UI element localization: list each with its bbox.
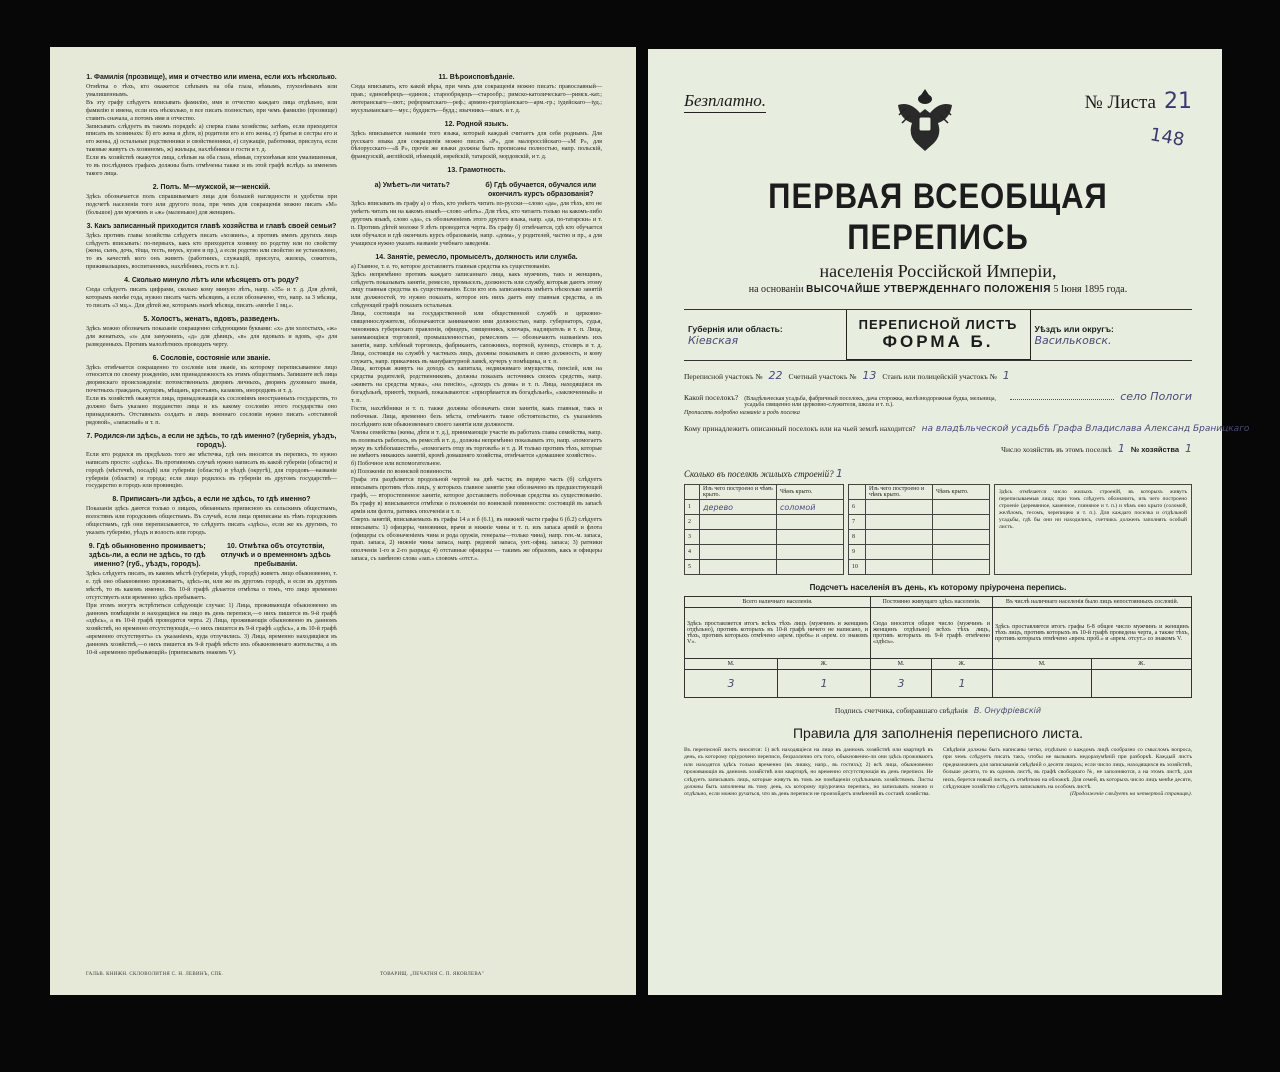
section-heading: 7. Родился-ли здѣсь, а если не здѣсь, то гдѣ именно? (губернія, уѣздъ, городъ).: [86, 432, 337, 449]
building-roof: [933, 530, 990, 545]
section-heading: 6. Сословіе, состояніе или званіе.: [152, 354, 271, 362]
building-row: [685, 545, 844, 560]
instruction-paragraph: Члены семейства (жены, дѣти и т. д.), принимающіе участіе въ работахъ главы семейства, напр. въ полевыхъ работахъ, въ ремеслѣ и т. д., должны непремѣнно показывать это, напр. «помогаетъ мужу въ хлѣбопашествѣ», «помогаетъ отцу въ торговлѣ» и т. д. И только противъ тѣхъ, которые не имѣютъ никакихъ занятій, кромѣ домашняго хозяйства, отмѣчается «домашнее хозяйство».: [351, 429, 602, 460]
building-material: [700, 545, 777, 560]
building-row: [685, 500, 844, 515]
instruction-paragraph: Гости, нахлѣбники и т. п. также должны обозначать свои занятія, какъ главныя, такъ и побочныя. Лица, временно безъ мѣста, отмѣчаютъ такое обстоятельство, съ указаніемъ послѣдняго или обыкновеннаго своего занятія или должности.: [351, 406, 602, 428]
instructions-column-2: [351, 69, 602, 919]
printer-imprint-right: ТОВАРИЩ. „ПЕЧАТНЯ С. П. ЯКОВЛЕВА": [380, 972, 484, 977]
resident-men-value: 3: [870, 670, 931, 698]
building-row-number: 4: [685, 545, 700, 560]
settlement-value: село Пологи: [1120, 390, 1192, 403]
buildings-note: Здѣсь отмѣчается число жилыхъ строеній, въ которыхъ живутъ переписываемыя лица; при томъ слѣдуетъ обозначить, изъ чего построено строеніе (деревянное, каменное, глиняное и т. п.) и чѣмъ оно крыто (соломой, желѣзомъ, тесомъ, черепицею и т. п.). Для каждаго поселка и отдѣльной усадьбы, гдѣ бы они ни находились, счетчикъ долженъ заполнять особый листъ.: [994, 484, 1192, 575]
rules-continued-note: (Продолженіе слѣдуетъ на четвертой страницѣ).: [1069, 791, 1192, 798]
buildings-table-left: Изъ чего построено и чѣмъ крыто. Чѣмъ крыто. 1 дерево соломой 2 3 4 5: [684, 484, 844, 575]
paired-headings: [351, 177, 602, 201]
right-page-census-form: [648, 49, 1250, 995]
form-title: ПЕРЕПИСНОЙ ЛИСТЪ: [858, 317, 1018, 332]
building-material: [866, 545, 933, 560]
present-men-value: 3: [685, 670, 778, 698]
building-row: [685, 530, 844, 545]
instruction-paragraph: Если кто родился въ предѣлахъ того же мѣстечка, гдѣ онъ вносится въ перепись, то нужно написать просто: «здѣсь». Въ противномъ случаѣ нужно написать въ какой губерніи (области) и городѣ (мѣстечкѣ, посадѣ) или губерніи (области) и уѣздѣ (округѣ), для городовъ—названіе губерніи (области) и города; если лицо родилось въ губерніи въ другомъ государствѣ—государство и городъ или провинцію.: [86, 451, 337, 490]
building-roof: [777, 530, 844, 545]
resident-women-value: 1: [931, 670, 992, 698]
instructions-column-1: [86, 69, 337, 919]
building-roof: [777, 545, 844, 560]
census-basis: на основаніи ВЫСОЧАЙШЕ УТВЕРЖДЕННАГО ПОЛОЖЕНІЯ 5 Іюня 1895 года.: [748, 284, 1128, 295]
section-numbers-row: Переписной участокъ № 22 Счетный участокъ № 13 Станъ или полицейскій участокъ № 1: [684, 369, 1010, 382]
population-count-table: Всего наличнаго населенія. Постоянно живущаго здѣсь населенія. Въ числѣ наличнаго населенія было лицъ непостоянныхъ сословій. Здѣсь проставляется итогъ всѣхъ тѣхъ лицъ (мужчинъ и женщинъ отдѣльно), противъ которыхъ въ 10-й графѣ ничего не написано, и тѣхъ, противъ которыхъ отмѣчено «врем. пребъ» и «врем. со знакомъ V». Сюда вносится общее число (мужчинъ и женщинъ отдѣльно) всѣхъ тѣхъ лицъ, противъ которыхъ въ 9-й графѣ отмѣчено «здѣсь». Здѣсь проставляется итогъ графы 6-8 общее число мужчинъ и женщинъ тѣхъ лицъ, противъ которыхъ въ 10-й графѣ проведена черта, а также тѣхъ, противъ которыхъ отмѣчено «врем. проб.» и «врем. отсут.» со знакомъ V. М. Ж. М. Ж. М. Ж. 3 1 3 1: [684, 596, 1192, 698]
settlement-row: Какой поселокъ? (Владѣльческая усадьба, фабричный поселокъ, дача сторожка, желѣзнодорожная будка, мельница, усадьба священно или церковно-служителя, школа и т. п.). село Пологи: [684, 390, 1192, 408]
census-subtitle: населенія Россійской Имперіи,: [819, 261, 1057, 281]
population-count-title: Подсчетъ населенія въ день, къ которому пріурочена перепись.: [809, 583, 1067, 592]
instruction-paragraph: Здѣсь отмѣчается сокращенно то сословіе или званіе, къ которому переписываемое лицо относится по своему рожденію, или принадлежность къ этимъ обществамъ. Запишите всѣ лица дворянскаго происхожденія: потомственныхъ дворянъ личныхъ, дворянъ духовнаго званія, почетныхъ гражданъ, купцовъ, мѣщанъ, крестьянъ, казаковъ, инородцевъ и т. д.: [86, 364, 337, 395]
province-label: Губернія или область:: [688, 323, 783, 334]
province-value: Кіевская: [688, 333, 739, 347]
building-roof: соломой: [777, 500, 844, 515]
form-type-box: [846, 310, 1031, 360]
section-heading: 13. Грамотность.: [447, 167, 506, 175]
instruction-paragraph: а) Главное, т. е. то, которое доставляетъ главныя средства къ существованію.: [351, 263, 551, 270]
building-row-number: 5: [685, 560, 700, 575]
count-section-value: 13: [862, 369, 877, 382]
building-material: [866, 515, 933, 530]
households-row: Число хозяйствъ въ этомъ поселкѣ 1 № хозяйства 1: [1001, 442, 1192, 455]
instruction-paragraph: Отмѣтка о тѣхъ, кто окажется: слѣпымъ на оба глаза, нѣмымъ, глухонѣмымъ или умалишеннымъ.: [86, 84, 337, 98]
building-material: дерево: [700, 500, 777, 515]
instruction-paragraph: Лица, которыя живутъ на доходъ съ капитала, недвижимаго имущества, пенсіей, или на средства родителей, родственниковъ, должны показать источникъ своихъ средствъ, напр. «живетъ на средства мужа», «на пенсію», «доходъ съ дома» и т. п. Лица, находящіяся въ богадѣльнѣ, приютѣ, тюрьмѣ, показываются: «призрѣвается въ богадѣльнѣ», «заключенный» и т. п.: [351, 366, 602, 405]
section-heading: 10. Отмѣтка объ отсутствіи, отлучкѣ и о временномъ здѣсь пребываніи.: [220, 542, 331, 568]
building-row: [685, 515, 844, 530]
building-roof: [933, 560, 990, 575]
form-letter: ФОРМА Б.: [882, 332, 994, 351]
district-value: Васильковск.: [1034, 333, 1112, 347]
building-material: [700, 560, 777, 575]
building-roof: [933, 515, 990, 530]
handwritten-archive-number: 148: [1148, 124, 1186, 151]
owner-row: Кому принадлежитъ описанный поселокъ или на чьей землѣ находится? на владѣльческой усадьбѣ Графа Владислава Александ Браницкаго: [684, 424, 1250, 434]
present-women-value: 1: [777, 670, 870, 698]
free-label: Безплатно.: [684, 91, 766, 113]
instruction-paragraph: Здѣсь обозначается полъ спрашиваемаго лица для большей наглядности и удобства при подсчетѣ населенія того или другого пола, при чемъ для сокращенія можно писать «М» (большое) для мужчинъ и «ж» (маленькое) для женщинъ.: [86, 193, 337, 216]
section-heading: 4. Сколько минуло лѣтъ или мѣсяцевъ отъ роду?: [124, 277, 299, 285]
instruction-paragraph: Въ эту графу слѣдуетъ вписывать фамилію, имя и отчество каждаго лица отдѣльно, или фамилію в имена, если ихъ нѣсколько, в все писать полностью, при чемъ фамилію (прозвище) ставить сначала, а потомъ имя и отчество.: [86, 99, 337, 122]
instruction-paragraph: Показанія здѣсь даются только о лицахъ, обязанныхъ приписною къ сельскимъ обществамъ, волостямъ или городскимъ обществамъ. Въ случаѣ, если лица приписаны къ тѣмъ городскимъ обществамъ, гдѣ они переписываются, то слѣдуетъ писать «здѣсь», если же къ другимъ, то указать губернію, уѣздъ и волость или городъ.: [86, 506, 337, 537]
building-roof: [777, 560, 844, 575]
sheet-number-label: № Листа: [1084, 92, 1156, 113]
rules-title: Правила для заполненія переписного листа.: [792, 725, 1084, 741]
household-number-value: 1: [1185, 442, 1192, 455]
households-value: 1: [1117, 442, 1125, 455]
section-heading: 5. Холостъ, женатъ, вдовъ, разведенъ.: [143, 315, 280, 323]
building-row: [849, 500, 990, 515]
section-heading: б) Гдѣ обучается, обучался или окончилъ курсъ образованія?: [485, 182, 597, 199]
section-heading: а) Умѣетъ-ли читать?: [374, 182, 450, 190]
building-row: [849, 560, 990, 575]
buildings-section: [684, 484, 1192, 575]
sheet-number-handwritten: 21: [1164, 89, 1192, 114]
instruction-paragraph: При этомъ могутъ встрѣтиться слѣдующіе случаи: 1) Лица, проживающія обыкновенно въ данномъ помѣщеніи и находящіяся на лицо въ день переписи,—о нихъ пишется въ 9-й графѣ «здѣсь», а въ 10-й графѣ проводится черта. 2) Лица, проживающія обыкновенно въ данномъ хозяйствѣ, но временно отсутствующія,—о нихъ пишется въ 9-й графѣ «здѣсь», а въ 10-й графѣ «временно отсутствуетъ» съ указаніемъ, куда отлучились. 3) Лица, временно находящіяся въ данномъ хозяйствѣ,—о нихъ пишется въ 9-й графѣ мѣсто ихъ обыкновеннаго жительства, а въ 10-й «временно пребывающій» (приписывать знакомъ V).: [86, 602, 337, 657]
instruction-paragraph: б) Побочное или вспомогательное.: [351, 461, 442, 468]
instruction-paragraph: Здѣсь вписывать въ графу а) о тѣхъ, кто умѣетъ читать по-русски—слово «да», для тѣхъ, кто не умѣетъ читать ни на какомъ языкѣ—слово «нѣтъ». Для тѣхъ, кто читаетъ только на какомъ-либо другомъ языкѣ, слово «да», съ обозначеніемъ этого другого языка, напр. «да, по-татарски» и т. п. Противъ дѣтей моложе 9 лѣтъ проводится черта. Въ графу б) отмѣчается, гдѣ кто обучается или обучался и гдѣ окончилъ курсъ образованія, напр. «дома», у родителей, частно и пр., а для учащихся нужно указать названіе учебнаго заведенія.: [351, 201, 602, 247]
building-roof: [933, 500, 990, 515]
building-row: [849, 515, 990, 530]
building-material: [700, 515, 777, 530]
building-row-number: 9: [849, 545, 866, 560]
printer-imprint-left: ГАЛЬВ. КНИЖН. СКЛОВОЛИТНЯ С. Н. ЛЕВИНЪ, СПБ.: [86, 972, 224, 977]
buildings-table-right: Изъ чего построено и чѣмъ крыто. Чѣмъ крыто. 6 7 8 9 10: [848, 484, 990, 575]
instruction-paragraph: Если въ хозяйствѣ окажутся лица, принадлежащія къ сословіямъ иностранныхъ государствъ, то должно быть указано подданство лица и къ какому сословію этого государства оно принадлежитъ. Отставныхъ солдатъ и лицъ военнаго сословія нужно писать «отставной рядовой», «запасный» и т. п.: [86, 396, 337, 426]
section-heading: 1. Фамилія (прозвище), имя и отчество или имена, если ихъ нѣсколько.: [86, 74, 337, 81]
imperial-eagle-emblem-icon: [890, 83, 960, 157]
signature-value: В. Онуфріевскій: [973, 706, 1042, 715]
building-material: [866, 500, 933, 515]
instruction-paragraph: Здѣсь вписывается названіе того языка, который каждый считаетъ для себя роднымъ. Для русскаго языка для сокращенія можно писать «Р», для малороссійскаго—«М Р», для бѣлорусскаго—«Б Р», прочіе же языки должны быть прописаны полностью, напр. польскій, французскій, англійскій, нѣмецкій, еврейскій, татарскій, мордовскій, и т. д.: [351, 130, 602, 161]
district-label: Уѣздъ или округъ:: [1034, 323, 1114, 334]
census-title: ПЕРВАЯ ВСЕОБЩАЯ ПЕРЕПИСЬ: [768, 175, 1108, 258]
rules-body: [684, 747, 1192, 799]
building-material: [866, 530, 933, 545]
left-page-instructions: [50, 47, 636, 995]
section-heading: 12. Родной языкъ.: [444, 120, 509, 128]
rules-left-text: Въ переписной листъ вносятся: 1) всѣ находящіеся на лицо въ данномъ хозяйствѣ или квартирѣ въ день, къ которому пріурочено переписи, безразлично отъ того, обыкновенно-ли они здѣсь проживаютъ или находятся здѣсь только временно (въ лишку, напр., въ гостяхъ); 2) всѣ лица, обыкновенно проживающія въ данномъ хозяйствѣ или квартирѣ, но временно отсутствующія въ день переписи. Не слѣдуетъ записывать лицъ, которые живутъ въ томъ же помѣщеніи отдѣльнымъ хозяйствомъ. Листы должны быть заполнены въ тому день, къ которому пріурочена перепись, но записывать можно и отдѣльно, если можно ручаться, что въ день переписи не произойдетъ измѣненій въ составѣ хозяйства.: [684, 747, 933, 798]
section-heading: 2. Полъ. М—мужской, ж—женскій.: [152, 183, 271, 191]
instruction-paragraph: Здѣсь можно обозначать показаніе сокращенно слѣдующими буквами: «х» для холостыхъ, «ж» для женатыхъ, «з» для замужнихъ, «д» для дѣвицъ, «в» для вдовыхъ и вдовъ, «р» для разведенныхъ. Противъ малолѣтнихъ проводить черту.: [86, 325, 337, 348]
instruction-paragraph: Сюда слѣдуетъ писать цифрами, сколько кому минуло лѣтъ, напр. «35» и т. д. Для дѣтей, которымъ менѣе года, нужно писать часть мѣсяцевъ, а если обозначено, что, напр. за 3 мѣсяца, то писать «3 мц.». Для дѣтей же, которымъ нынѣ мѣсяца, писать «менѣе 1 мц.».: [86, 287, 337, 309]
section-heading: 8. Приписанъ-ли здѣсь, а если не здѣсь, то гдѣ именно?: [112, 496, 311, 504]
instruction-paragraph: Здѣсь слѣдуетъ писать, въ какомъ мѣстѣ (губерніи, уѣздѣ, городѣ) живетъ лицо обыкновенно, т. е. гдѣ оно обыкновенно проживаетъ, здѣсь-ли, или же въ другомъ городѣ, и если въ другомъ мѣстѣ, то въ какомъ именно. Въ 10-й графѣ дѣлается отмѣтка о томъ, что лицо временно отсутствуетъ или временно здѣсь пребываетъ.: [86, 570, 337, 601]
building-roof: [777, 515, 844, 530]
building-row-number: 2: [685, 515, 700, 530]
building-material: [866, 560, 933, 575]
instruction-paragraph: Лица, состоящія на государственной или общественной службѣ и церковно-священнослужители, обозначаются занимаемою ими должностью, напр. губернаторъ, судья, чиновникъ губернскаго правленія, офицеръ, священникъ, ключарь, надзиратель и т. п. Лица, занимающіяся торговлей, промышленностью, ремесломъ — обозначаютъ названіемъ ихъ занятія, напр. хлѣбный торговецъ, фабрикантъ, сапожникъ, портной, кузнецъ, столяръ и т. д. Лица, состоящія на службѣ у частныхъ лицъ, должны показывать и свою должность, и кому служатъ, напр. приказчикъ въ мануфактурной лавкѣ, кучеръ у помѣщика, и т. п.: [351, 311, 602, 365]
paired-headings: [86, 538, 337, 571]
census-section-value: 22: [768, 369, 783, 382]
instruction-paragraph: Записывать слѣдуетъ въ такомъ порядкѣ: а) сперва глава хозяйства; затѣмъ, если приходится вписать въ хозяинахъ: б) его жена и дѣти, в) родители его и его жены, г) братья и сестры его и его жены, д) остальные родственники и свойственники, е) служащіе, работники, прислуга, если таковые живутъ съ хозяиномъ, ж) жильцы, нахлѣбники и гости и т. д.: [86, 123, 337, 154]
buildings-heading: Сколько въ поселкѣ жилыхъ строеній? 1: [684, 467, 843, 480]
building-row: [849, 545, 990, 560]
rules-right-text: Свѣдѣнія должны быть написаны четко, отдѣльно о каждомъ лицѣ сообразно со смысломъ вопроса, при чемъ слѣдуетъ писать такъ, чтобы не вызывать недоразумѣній при разборкѣ. Каждый листъ предназначенъ для записыванія свѣдѣній о десяти лицахъ; если число лицъ, находящихся въ хозяйствѣ, больше десяти, то въ одномъ листѣ, въ графѣ свободнаго №, не заполняются, а на этомъ листѣ, для нихъ, берется новый листъ, съ отмѣткою на обложкѣ. Для семей, въ которыхъ число лицъ менѣе десяти, слѣдующее хозяйство слѣдуетъ записывать на особомъ листѣ.: [943, 747, 1192, 791]
instruction-paragraph: Здѣсь противъ главы хозяйства слѣдуетъ писать «хозяинъ», а противъ именъ другихъ лицъ слѣдуетъ вписывать: по-первыхъ, какъ кто приходится хозяину по родству или по свойству (жена, сынъ, дочь, тёща, тесть, внукъ, кузен и пр.), а если родство или свойство не установлено, то въ качествѣ кого онъ живетъ (работникъ, служащій, прислуга, жилецъ, сожитель, приживальщикъ, воспитанникъ, нахлѣбникъ, гость и т. п.).: [86, 232, 337, 271]
building-row-number: 6: [849, 500, 866, 515]
building-row: [685, 560, 844, 575]
building-roof: [933, 545, 990, 560]
instruction-paragraph: Сюда вписывать, кто какой вѣры, при чемъ для сокращенія можно писать: православный—прав.; единовѣрецъ—единов.; старообрядецъ—старообр.; римско-католическаго—римск.-кат.; лютеранскаго—лют.; реформатскаго—реф.; армяно-григоріанскаго—арм.-гр.; іудейскаго—іуд.; мусульманскаго—мус.; буддистъ—будд.; язычникъ—языч. и т. д.: [351, 84, 602, 114]
instruction-paragraph: Сверхъ занятій, вписываемыхъ въ графы 14 а и б (6.1), въ нижней части графы 6 (б.2) слѣдуетъ вписывать: 1) офицеры, чиновники, врачи и нижніе чины и т. п. изъ запаса армій и флота (офицеры съ обозначеніемъ чина и рода оружія, генералы—только чина), напр. ген.-м. запаса, прап. запаса, 2) нижніе чины запаса, напр. рядовой запаса, унт.-офиц. запаса; 3) ратники ополченія 1-го и 2-го разряда; 4) отставные офицеры — такимъ же образомъ, какъ и офицеры запаса, съ замѣною слова «зап.» словомъ «отст.».: [351, 516, 602, 563]
instruction-paragraph: в) Положеніе по воинской повинности.: [351, 469, 453, 476]
buildings-value: 1: [835, 467, 843, 480]
instruction-paragraph: Здѣсь непремѣнно противъ каждаго записаннаго лица, какъ мужчинъ, такъ и женщинъ, слѣдуетъ показывать занятіе, ремесло, промыселъ, должность или службу, которыя даютъ этому лицу главныя средства къ существованію. Если кто изъ записанныхъ имѣетъ нѣсколько занятій или должностей, то нужно показать, которое изъ нихъ даетъ ему главныя средства, а въ слѣдующей графѣ показать остальныя.: [351, 271, 602, 310]
building-row: [849, 530, 990, 545]
stan-value: 1: [1002, 369, 1010, 382]
section-heading: 14. Занятіе, ремесло, промыселъ, должность или служба.: [375, 253, 578, 261]
instruction-paragraph: Графа эта раздѣляется продольной чертой на двѣ части; въ первую часть (б) слѣдуетъ вписывать противъ тѣхъ лицъ, у которыхъ главное занятіе уже обозначено въ предшествующей графѣ, — второстепенное занятіе, которое доставляетъ побочныя средства къ существованію. Въ графу в) вписываются отмѣтки о положеніи по воинской повинности: состоящій въ запасѣ арміи или флота, ратникъ ополченія и т. п.: [351, 477, 602, 515]
owner-value: на владѣльческой усадьбѣ Графа Владислава Александ Браницкаго: [921, 424, 1250, 434]
settlement-hint2-row: Прописать подробно названіе и родъ поселка: [684, 410, 800, 416]
building-row-number: 3: [685, 530, 700, 545]
building-row-number: 1: [685, 500, 700, 515]
building-row-number: 10: [849, 560, 866, 575]
building-row-number: 7: [849, 515, 866, 530]
building-material: [700, 530, 777, 545]
section-heading: 3. Какъ записанный приходится главѣ хозяйства и главѣ своей семьи?: [86, 222, 337, 230]
building-row-number: 8: [849, 530, 866, 545]
signature-row: Подпись счетчика, собиравшаго свѣдѣнія В. Онуфріевскій: [834, 706, 1042, 715]
section-heading: 9. Гдѣ обыкновенно проживаетъ; здѣсь-ли, а если не здѣсь, то гдѣ именно? (губ., уѣздъ, городъ).: [88, 542, 206, 568]
instruction-paragraph: Если въ хозяйствѣ окажутся лица, слѣпыя на оба глаза, нѣмыя, глухонѣмыя или умалишенныя, то въ послѣднихъ графахъ должны быть отмѣчены также и въ этой графѣ вслѣдъ за именемъ такого лица.: [86, 155, 337, 177]
section-heading: 11. Вѣроисповѣданіе.: [438, 74, 515, 81]
form-header-row: [684, 309, 1192, 361]
